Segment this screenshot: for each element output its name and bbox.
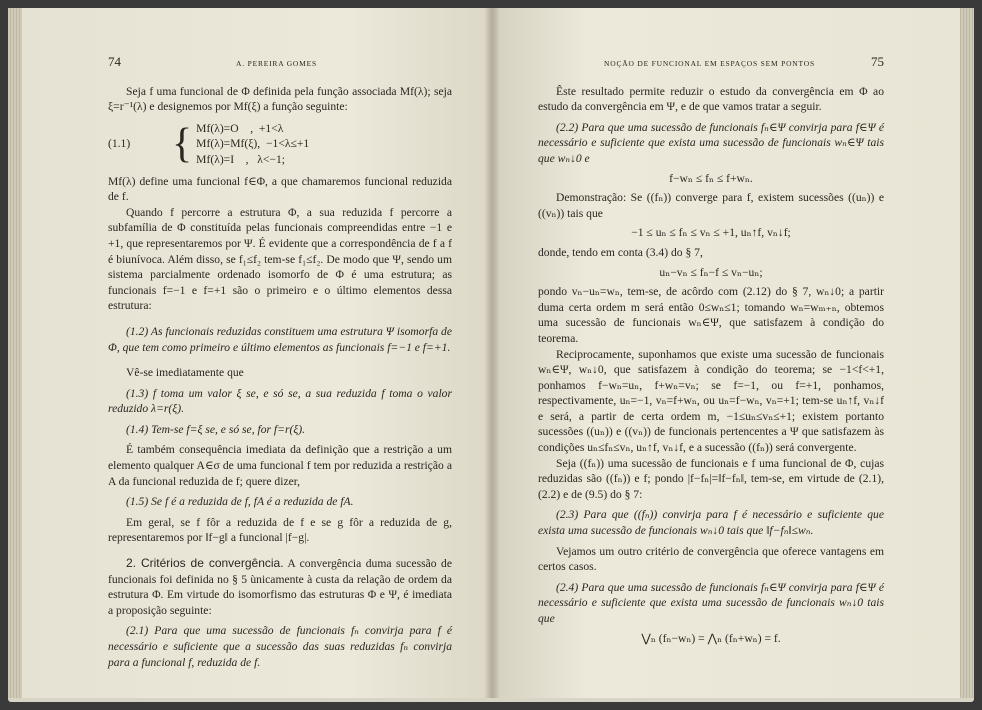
left-paragraph-4: Vê-se imediatamente que [126,366,244,380]
theorem-2-2: (2.2) Para que uma sucessão de funcionais fₙ∈Ψ convirja para f∈Ψ é necessário e suficiente que exista uma sucessão de funcionais wₙ∈Ψ tais que wₙ↓0 e [538,120,884,165]
theorem-1-4: (1.4) Tem-se f=ξ se, e só se, for f=r(ξ). [126,422,306,436]
right-column [538,54,884,650]
left-paragraph-6: Em geral, se f fôr a reduzida de f e se g fôr a reduzida de g, representaremos por ‖f−g‖ a funcional |f−g|. [108,515,452,545]
equation-1-1-row-2: Mf(λ)=Mf(ξ), −1<λ≤+1 [196,137,310,151]
left-running-head: A. PEREIRA GOMES [236,59,317,68]
theorem-1-5: (1.5) Se f é a reduzida de f, fA é a reduzida de fA. [126,495,354,509]
equation-bound: f−wₙ ≤ fₙ ≤ f+wₙ. [669,171,753,185]
right-paragraph-7: Vejamos um outro critério de convergência que oferece vantagens em certos casos. [538,544,884,574]
section-2-title: 2. Critérios de convergência. [126,556,284,571]
book-spread [8,8,974,702]
right-page-number: 75 [870,54,884,69]
left-paragraph-5: É também consequência imediata da definição que a restrição a um elemento qualquer A∈σ de uma funcional f tem por reduzida a restrição a A da funcional reduzida de f; quere dizer, [108,443,452,488]
left-paragraph-3: Quando f percorre a estrutura Φ, a sua reduzida f percorre a subfamília de Φ constituída pelas funcionais compreendidas entre −1 e +1, que representaremos por Ψ. É evidente que a correspondência de f a f é biunívoca. Além disso, se f₁≤f₂ tem-se f₁≤f₂. De modo que Ψ, sendo um sistema parcialmente ordenado isomorfo de Φ é uma estrutura; as funcionais f=−1 e f=+1 são o primeiro e o último elementos dessa estrutura: [108,205,452,313]
equation-difference: uₙ−vₙ ≤ fₙ−f ≤ vₙ−uₙ; [659,265,763,279]
right-header [538,54,884,72]
equation-sup-inf: ⋁ₙ (fₙ−wₙ) = ⋀ₙ (fₙ+wₙ) = f. [641,631,781,645]
right-paragraph-1: Êste resultado permite reduzir o estudo da convergência em Φ ao estudo da convergência em Ψ, e de que vamos tratar a seguir. [538,84,884,114]
right-paragraph-5: Reciprocamente, suponhamos que existe uma sucessão de funcionais wₙ∈Ψ, wₙ↓0, que satisfazem à condição do teorema; se −1<f<+1, ponhamos f−wₙ=uₙ, f+wₙ=vₙ; se f=−1, ou f=+1, ponhamos, respectivamente, uₙ=−1, vₙ=f+wₙ, ou uₙ=f−wₙ, vₙ=+1; tem-se uₙ↑f, vₙ↓f e será, a partir de certa ordem m, −1≤uₙ≤vₙ≤+1; existem portanto sucessões ((uₙ)) e ((vₙ)) de funcionais pertencentes a Ψ que satisfazem às condições uₙ≤fₙ≤vₙ, uₙ↑f, vₙ↓f, e a sucessão ((fₙ)) será convergente. [538,347,884,455]
equation-1-1-label: (1.1) [108,137,131,151]
right-page-edge [960,8,974,698]
right-paragraph-3: donde, tendo em conta (3.4) do § 7, [538,245,703,259]
left-paragraph-7: A convergência duma sucessão de funcionais foi definida no § 5 ùnicamente à custa da relação de ordem da estrutura Φ. Em virtude do isomorfismo das estruturas Φ e Ψ, é imediata a proposição seguinte: [108,557,452,617]
right-paragraph-4: pondo vₙ−uₙ=wₙ, tem-se, de acôrdo com (2.12) do § 7, wₙ↓0; a partir duma certa ordem m será então 0≤wₙ≤1; tomando wₙ=wₘ₊ₙ, obtemos uma sucessão de funcionais wₙ∈Ψ, que satisfazem à condição do teorema. [538,285,884,345]
book-gutter [484,8,500,698]
theorem-2-1: (2.1) Para que uma sucessão de funcionais fₙ convirja para f é necessário e suficiente que a sucessão das suas reduzidas fₙ convirja para a funcional f, reduzida de f. [108,624,452,669]
equation-1-1: (1.1) { Mf(λ)=O , +1<λ Mf(λ)=Mf(ξ), −1<λ≤+1 Mf(λ)=I , λ<−1; [108,121,310,168]
left-paragraph-1: Seja f uma funcional de Φ definida pela função associada Mf(λ); seja ξ=r⁻¹(λ) e designemos por Mf(ξ) a função seguinte: [108,84,452,114]
right-paragraph-2: Demonstração: Se ((fₙ)) converge para f, existem sucessões ((uₙ)) e ((vₙ)) tais que [538,191,884,220]
left-column [108,54,452,670]
theorem-2-3: (2.3) Para que ((fₙ)) convirja para f é necessário e suficiente que exista uma sucessão de funcionais wₙ↓0 tais que ‖f−fₙ‖≤wₙ. [538,508,884,538]
left-page-number: 74 [108,54,121,69]
equation-1-1-row-1: Mf(λ)=O , +1<λ [196,121,284,135]
right-paragraph-6: Seja ((fₙ)) uma sucessão de funcionais e f uma funcional de Φ, cujas reduzidas são ((fₙ)) e f; pondo |f−fₙ|=‖f−fₙ‖, tem-se, em virtude de (2.1), (2.2) e de (9.5) do § 7: [538,456,884,501]
left-page-edge [8,8,22,698]
left-header [108,54,452,72]
section-2 [108,556,452,618]
theorem-2-4: (2.4) Para que uma sucessão de funcionais fₙ∈Ψ convirja para f∈Ψ é necessário e suficiente que exista uma sucessão de funcionais wₙ↓0 tais que [538,580,884,625]
theorem-1-2: (1.2) As funcionais reduzidas constituem uma estrutura Ψ isomorfa de Φ, que tem como primeiro e último elementos as funcionais f=−1 e f=+1. [108,324,452,354]
equation-sequences: −1 ≤ uₙ ≤ fₙ ≤ vₙ ≤ +1, uₙ↑f, vₙ↓f; [631,226,791,240]
left-paragraph-2: Mf(λ) define uma funcional f∈Φ, a que chamaremos funcional reduzida de f. [108,174,452,204]
theorem-1-3: (1.3) f toma um valor ξ se, e só se, a sua reduzida f toma o valor reduzido λ=r(ξ). [108,386,452,416]
equation-1-1-row-3: Mf(λ)=I , λ<−1; [196,152,285,166]
right-running-head: NOÇÃO DE FUNCIONAL EM ESPAÇOS SEM PONTOS [604,59,815,68]
